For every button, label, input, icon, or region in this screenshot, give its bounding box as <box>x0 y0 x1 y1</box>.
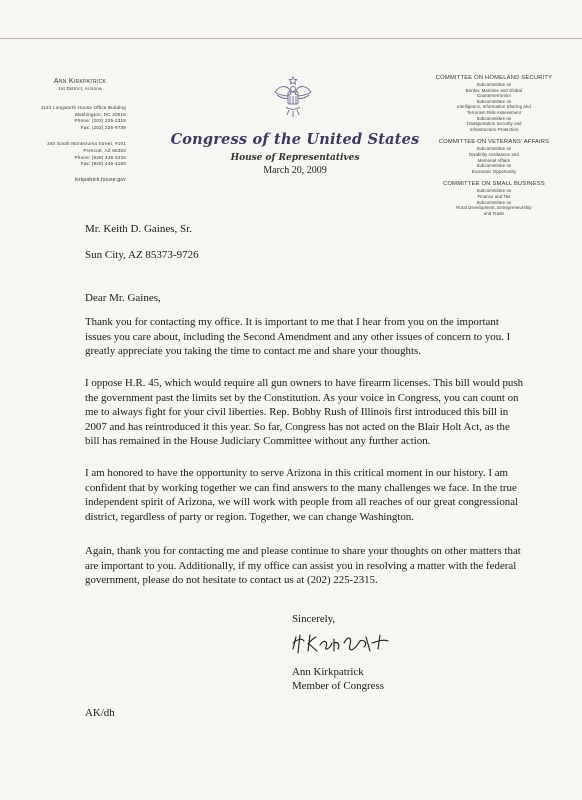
eagle-seal-icon <box>271 74 315 120</box>
subcommittee-list: Subcommittee on Border, Maritime and Global Counterterrorism Subcommittee on Intelligence, Information Sharing and Terrorism Risk Assessment Subcommittee on Transportation Security and Infrastructure Protection <box>457 82 531 132</box>
letterhead-left <box>20 78 140 183</box>
member-district: 1st District, Arizona <box>58 86 102 91</box>
paragraph-3: I am honored to have the opportunity to serve Arizona in this critical moment in our history. I am confident that by working together we can find answers to the many challenges we face. In the true independent spirit of Arizona, we will work with people from all reaches of our great congressional district, regardless of party or region. Together, we can change Washington. <box>85 467 519 523</box>
paragraph-2: I oppose H.R. 45, which would require all gun owners to have firearm licenses. This bill would push the government past the limits set by the Constitution. As your voice in Congress, you can count on me to always fight for your civil liberties. Rep. Bobby Rush of Illinois first introduced this bill in 2007 and has reintroduced it this year. So far, Congress has not acted on the Blair Holt Act, as the bill has remained in the House Judiciary Committee without any further action. <box>85 377 524 448</box>
committee-name: COMMITTEE ON HOMELAND SECURITY <box>435 75 553 81</box>
dc-address: 1123 Longworth House Office Building Washington, DC 20515 Phone: (202) 225-2315 Fax: (202) 226-9739 <box>40 105 126 130</box>
paragraph-1: Thank you for contacting my office. It is important to me that I hear from you on the important issues you care about, including the Second Amendment and any other issues of concern to you. I greatly appreciate you taking the time to contact me and share your thoughts. <box>85 316 511 358</box>
salutation: Dear Mr. Gaines, <box>85 292 161 304</box>
subcommittee-list: Subcommittee on Disability Assistance and Memorial Affairs Subcommittee on Economic Opportunity <box>469 146 519 174</box>
signer-title: Member of Congress <box>292 680 384 692</box>
letter-date: March 20, 2009 <box>263 165 327 176</box>
handwritten-signature <box>290 629 410 659</box>
committee-name: COMMITTEE ON SMALL BUSINESS <box>443 181 545 188</box>
paragraph-4: Again, thank you for contacting me and please continue to share your thoughts on other matters that are important to you. Additionally, if my office can assist you in resolving a matter with the federal government, please do not hesitate to contact us at (202) 225-2315. <box>85 545 521 587</box>
signer-name: Ann Kirkpatrick <box>292 666 364 678</box>
subcommittee-list: Subcommittee on Finance and Tax Subcommittee on Rural Development, Entrepreneurship and Trade <box>456 188 532 216</box>
page-edge <box>0 38 582 39</box>
local-address: 340 South Montezuma Street, #101 Prescott, AZ 86303 Phone: (928) 445-3434 Fax: (928) 445-4160 <box>47 141 126 167</box>
letterhead-right <box>414 75 574 223</box>
committee-small-business <box>414 181 574 216</box>
letterhead-subtitle: House of Representatives <box>230 153 360 163</box>
committee-veterans <box>414 139 574 174</box>
member-name: Ann Kirkpatrick <box>53 78 107 85</box>
typist-initials: AK/dh <box>85 707 115 719</box>
committee-homeland <box>414 75 574 132</box>
website: kirkpatrick.house.gov <box>74 176 126 183</box>
recipient-name: Mr. Keith D. Gaines, Sr. <box>85 223 192 235</box>
committee-name: COMMITTEE ON VETERANS' AFFAIRS <box>438 139 550 146</box>
closing: Sincerely, <box>292 613 336 625</box>
recipient-city: Sun City, AZ 85373-9726 <box>85 249 199 261</box>
letterhead-title: Congress of the United States <box>170 131 420 148</box>
